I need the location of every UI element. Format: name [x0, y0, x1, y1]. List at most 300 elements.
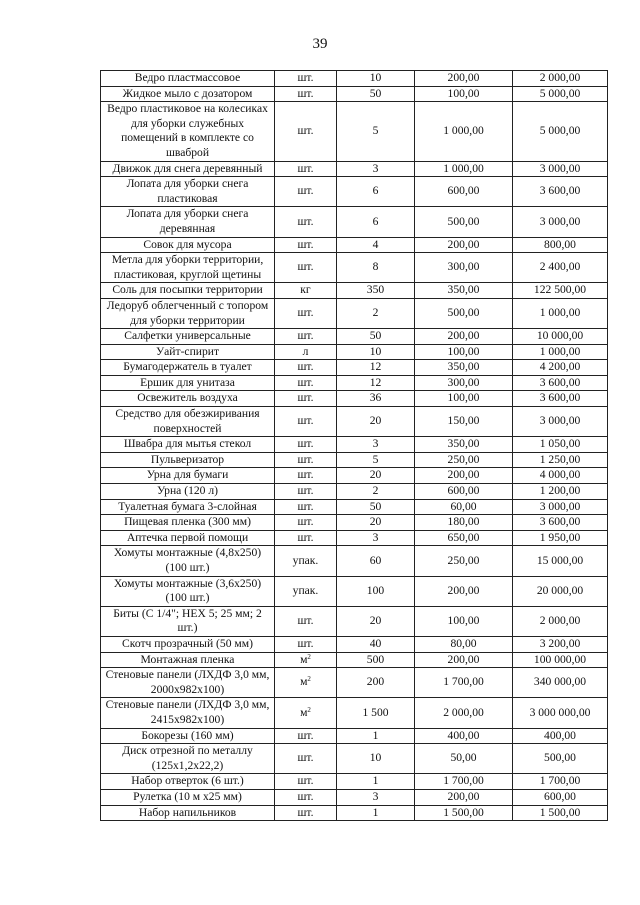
price-cell: [415, 391, 513, 407]
quantity-cell-text: 4: [372, 237, 379, 251]
table-row: [101, 576, 608, 606]
item-name-cell: [101, 375, 275, 391]
sum-cell: [513, 360, 608, 376]
goods-table-body: [101, 71, 608, 821]
price-cell-text: 50,00: [450, 751, 477, 765]
price-cell-text: 200,00: [447, 652, 480, 666]
item-name-cell-text: Набор напильников: [138, 805, 237, 819]
unit-cell: [275, 668, 337, 698]
price-cell-text: 250,00: [447, 452, 480, 466]
price-cell: [415, 237, 513, 253]
sum-cell: [513, 452, 608, 468]
price-cell: [415, 728, 513, 744]
price-cell-text: 150,00: [447, 414, 480, 428]
unit-cell: [275, 652, 337, 668]
sum-cell-text: 340 000,00: [533, 675, 587, 689]
table-row: [101, 698, 608, 728]
quantity-cell-text: 2: [372, 484, 379, 498]
price-cell-text: 200,00: [447, 237, 480, 251]
sum-cell-text: 3 600,00: [539, 375, 581, 389]
sum-cell: [513, 546, 608, 576]
unit-cell: [275, 283, 337, 299]
table-row: [101, 161, 608, 177]
item-name-cell: [101, 636, 275, 652]
quantity-cell-text: 50: [369, 329, 382, 343]
item-name-cell: [101, 546, 275, 576]
table-row: [101, 468, 608, 484]
price-cell-text: 200,00: [447, 789, 480, 803]
quantity-cell: [337, 606, 415, 636]
quantity-cell: [337, 71, 415, 87]
sum-cell-text: 10 000,00: [536, 329, 584, 343]
unit-cell: [275, 546, 337, 576]
unit-cell-text: шт.: [297, 515, 314, 529]
quantity-cell: [337, 530, 415, 546]
table-row: [101, 499, 608, 515]
unit-cell-text: шт.: [297, 260, 314, 274]
sum-cell-text: 3 000,00: [539, 161, 581, 175]
quantity-cell: [337, 283, 415, 299]
table-row: [101, 484, 608, 500]
sum-cell: [513, 177, 608, 207]
price-cell-text: 400,00: [447, 728, 480, 742]
item-name-cell-text: Скотч прозрачный (50 мм): [122, 636, 253, 650]
price-cell-text: 500,00: [447, 306, 480, 320]
sum-cell: [513, 499, 608, 515]
price-cell-text: 500,00: [447, 214, 480, 228]
price-cell-text: 1 500,00: [443, 805, 484, 819]
price-cell: [415, 546, 513, 576]
quantity-cell-text: 350: [366, 283, 385, 297]
item-name-cell: [101, 360, 275, 376]
unit-cell-text: шт.: [297, 124, 314, 138]
quantity-cell-text: 50: [369, 86, 382, 100]
sum-cell: [513, 253, 608, 283]
unit-cell: [275, 407, 337, 437]
sum-cell: [513, 375, 608, 391]
sum-cell-text: 20 000,00: [536, 583, 584, 597]
price-cell: [415, 161, 513, 177]
sum-cell-text: 1 200,00: [539, 484, 581, 498]
unit-cell: [275, 237, 337, 253]
price-cell-text: 300,00: [447, 375, 480, 389]
quantity-cell-text: 10: [369, 71, 382, 84]
unit-cell-text: шт.: [297, 499, 314, 513]
price-cell-text: 300,00: [447, 260, 480, 274]
table-row: [101, 360, 608, 376]
quantity-cell-text: 60: [369, 553, 382, 567]
item-name-cell-text: Хомуты монтажные (4,8x250) (100 шт.): [113, 546, 262, 574]
price-cell-text: 100,00: [447, 391, 480, 405]
price-cell: [415, 253, 513, 283]
table-row: [101, 546, 608, 576]
unit-cell: [275, 606, 337, 636]
price-cell: [415, 606, 513, 636]
unit-cell-text: шт.: [297, 774, 314, 788]
item-name-cell-text: Ледоруб облегченный с топором для уборки территории: [106, 298, 269, 327]
quantity-cell-text: 10: [369, 344, 382, 358]
table-row: [101, 177, 608, 207]
table-row: [101, 452, 608, 468]
item-name-cell-text: Бумагодержатель в туалет: [123, 360, 252, 374]
sum-cell-text: 400,00: [544, 728, 576, 742]
table-row: [101, 652, 608, 668]
price-cell: [415, 530, 513, 546]
price-cell: [415, 484, 513, 500]
sum-cell: [513, 344, 608, 360]
price-cell-text: 600,00: [447, 184, 480, 198]
price-cell-text: 1 700,00: [443, 774, 484, 788]
unit-cell-text: шт.: [297, 306, 314, 320]
quantity-cell-text: 200: [366, 675, 385, 689]
sum-cell: [513, 744, 608, 774]
item-name-cell-text: Освежитель воздуха: [137, 391, 238, 405]
price-cell-text: 200,00: [447, 468, 480, 482]
sum-cell: [513, 805, 608, 821]
price-cell-text: 2 000,00: [443, 705, 484, 719]
item-name-cell-text: Туалетная бумага 3-слойная: [118, 499, 257, 513]
unit-cell: [275, 484, 337, 500]
unit-cell-text: шт.: [297, 391, 314, 405]
unit-cell-text: шт.: [297, 614, 314, 628]
quantity-cell: [337, 789, 415, 805]
sum-cell-text: 5 000,00: [539, 124, 581, 138]
item-name-cell: [101, 102, 275, 161]
unit-cell-text: шт.: [297, 86, 314, 100]
item-name-cell: [101, 698, 275, 728]
quantity-cell: [337, 744, 415, 774]
unit-cell: [275, 102, 337, 161]
table-row: [101, 407, 608, 437]
unit-cell: [275, 576, 337, 606]
quantity-cell: [337, 805, 415, 821]
item-name-cell: [101, 344, 275, 360]
table-row: [101, 237, 608, 253]
quantity-cell: [337, 329, 415, 345]
item-name-cell: [101, 744, 275, 774]
item-name-cell: [101, 207, 275, 237]
sum-cell: [513, 698, 608, 728]
price-cell-text: 250,00: [447, 553, 480, 567]
unit-cell-text: шт.: [297, 530, 314, 544]
unit-cell: [275, 789, 337, 805]
unit-cell: [275, 207, 337, 237]
item-name-cell: [101, 437, 275, 453]
sum-cell-text: 3 600,00: [539, 391, 581, 405]
price-cell: [415, 515, 513, 531]
table-row: [101, 636, 608, 652]
sum-cell: [513, 102, 608, 161]
quantity-cell: [337, 86, 415, 102]
sum-cell: [513, 391, 608, 407]
unit-cell: [275, 744, 337, 774]
table-row: [101, 391, 608, 407]
quantity-cell-text: 12: [369, 360, 382, 374]
item-name-cell: [101, 484, 275, 500]
unit-cell-text: шт.: [297, 468, 314, 482]
sum-cell-text: 1 000,00: [539, 306, 581, 320]
quantity-cell-text: 5: [372, 452, 379, 466]
quantity-cell-text: 20: [369, 614, 382, 628]
price-cell-text: 200,00: [447, 583, 480, 597]
price-cell-text: 100,00: [447, 86, 480, 100]
sum-cell: [513, 668, 608, 698]
quantity-cell-text: 12: [369, 375, 382, 389]
price-cell-text: 650,00: [447, 530, 480, 544]
price-cell-text: 1 000,00: [443, 124, 484, 138]
price-cell-text: 200,00: [447, 71, 480, 84]
quantity-cell-text: 50: [369, 499, 382, 513]
price-cell: [415, 452, 513, 468]
item-name-cell: [101, 329, 275, 345]
price-cell: [415, 744, 513, 774]
item-name-cell: [101, 606, 275, 636]
item-name-cell: [101, 177, 275, 207]
unit-cell-text: м: [300, 675, 308, 689]
table-row: [101, 329, 608, 345]
unit-cell-text: шт.: [297, 414, 314, 428]
quantity-cell: [337, 774, 415, 790]
unit-cell: [275, 636, 337, 652]
item-name-cell: [101, 71, 275, 87]
price-cell-text: 1 000,00: [443, 161, 484, 175]
sum-cell-text: 3 000,00: [539, 214, 581, 228]
sum-cell: [513, 237, 608, 253]
quantity-cell-text: 5: [372, 124, 379, 138]
item-name-cell-text: Совок для мусора: [143, 237, 232, 251]
quantity-cell-text: 2: [372, 306, 379, 320]
item-name-cell-text: Стеновые панели (ЛХДФ 3,0 мм, 2415x982x100): [105, 698, 270, 726]
item-name-cell: [101, 298, 275, 328]
quantity-cell-text: 6: [372, 184, 379, 198]
price-cell: [415, 375, 513, 391]
item-name-cell-text: Диск отрезной по металлу (125x1,2x22,2): [122, 744, 253, 772]
table-row: [101, 774, 608, 790]
item-name-cell-text: Ведро пластмассовое: [134, 71, 241, 84]
unit-cell: [275, 360, 337, 376]
item-name-cell-text: Жидкое мыло с дозатором: [122, 86, 253, 100]
price-cell: [415, 344, 513, 360]
unit-cell-text: упак.: [292, 553, 319, 567]
price-cell: [415, 698, 513, 728]
table-row: [101, 375, 608, 391]
item-name-cell-text: Движок для снега деревянный: [112, 161, 263, 175]
table-row: [101, 298, 608, 328]
quantity-cell: [337, 102, 415, 161]
sum-cell: [513, 161, 608, 177]
sum-cell-text: 5 000,00: [539, 86, 581, 100]
item-name-cell-text: Стеновые панели (ЛХДФ 3,0 мм, 2000x982x100): [105, 668, 270, 696]
sum-cell-text: 122 500,00: [533, 283, 587, 297]
item-name-cell-text: Аптечка первой помощи: [126, 530, 249, 544]
item-name-cell-text: Ведро пластиковое на колесиках для уборки служебных помещений в комплекте со шваброй: [107, 102, 268, 159]
quantity-cell-text: 1: [372, 774, 379, 788]
quantity-cell-text: 3: [372, 789, 379, 803]
price-cell: [415, 668, 513, 698]
table-row: [101, 606, 608, 636]
item-name-cell: [101, 253, 275, 283]
price-cell: [415, 71, 513, 87]
quantity-cell: [337, 437, 415, 453]
unit-cell: [275, 698, 337, 728]
item-name-cell-text: Салфетки универсальные: [124, 329, 251, 343]
table-row: [101, 102, 608, 161]
sum-cell: [513, 329, 608, 345]
quantity-cell-text: 100: [366, 583, 385, 597]
goods-table: [100, 70, 608, 821]
sum-cell: [513, 606, 608, 636]
unit-cell: [275, 161, 337, 177]
quantity-cell: [337, 253, 415, 283]
unit-cell-text: шт.: [297, 751, 314, 765]
price-cell: [415, 636, 513, 652]
sum-cell-text: 3 000,00: [539, 414, 581, 428]
item-name-cell-text: Швабра для мытья стекол: [123, 437, 252, 451]
table-row: [101, 728, 608, 744]
item-name-cell: [101, 530, 275, 546]
table-row: [101, 253, 608, 283]
unit-cell: [275, 71, 337, 87]
quantity-cell-text: 1: [372, 728, 379, 742]
unit-cell: [275, 298, 337, 328]
sum-cell: [513, 86, 608, 102]
quantity-cell: [337, 452, 415, 468]
unit-superscript: 2: [307, 675, 311, 684]
unit-cell-text: шт.: [297, 452, 314, 466]
page-number: 39: [312, 36, 328, 52]
sum-cell: [513, 789, 608, 805]
unit-cell: [275, 253, 337, 283]
item-name-cell: [101, 161, 275, 177]
unit-cell-text: шт.: [297, 375, 314, 389]
price-cell: [415, 207, 513, 237]
table-row: [101, 515, 608, 531]
table-row: [101, 789, 608, 805]
sum-cell: [513, 437, 608, 453]
price-cell-text: 350,00: [447, 283, 480, 297]
item-name-cell-text: Хомуты монтажные (3,6x250) (100 шт.): [113, 576, 262, 605]
item-name-cell-text: Метла для уборки территории, пластиковая, круглой щетины: [111, 253, 264, 281]
item-name-cell-text: Рулетка (10 м x25 мм): [133, 789, 242, 803]
price-cell: [415, 789, 513, 805]
sum-cell-text: 4 000,00: [539, 468, 581, 482]
unit-cell-text: м: [300, 652, 308, 666]
price-cell-text: 1 700,00: [443, 675, 484, 689]
quantity-cell: [337, 636, 415, 652]
item-name-cell-text: Лопата для уборки снега деревянная: [126, 207, 249, 235]
unit-cell-text: л: [302, 344, 309, 358]
sum-cell: [513, 728, 608, 744]
price-cell-text: 180,00: [447, 515, 480, 529]
sum-cell-text: 3 600,00: [539, 515, 581, 529]
item-name-cell: [101, 668, 275, 698]
quantity-cell-text: 8: [372, 260, 379, 274]
unit-cell: [275, 344, 337, 360]
price-cell: [415, 283, 513, 299]
unit-cell-text: шт.: [297, 329, 314, 343]
sum-cell-text: 3 200,00: [539, 636, 581, 650]
quantity-cell-text: 3: [372, 530, 379, 544]
sum-cell-text: 500,00: [544, 751, 576, 765]
unit-cell-text: шт.: [297, 636, 314, 650]
item-name-cell: [101, 652, 275, 668]
quantity-cell: [337, 375, 415, 391]
quantity-cell-text: 20: [369, 414, 382, 428]
sum-cell: [513, 515, 608, 531]
unit-cell-text: шт.: [297, 214, 314, 228]
table-row: [101, 283, 608, 299]
sum-cell-text: 3 000,00: [539, 499, 581, 513]
quantity-cell: [337, 728, 415, 744]
sum-cell-text: 1 000,00: [539, 344, 581, 358]
price-cell: [415, 86, 513, 102]
item-name-cell: [101, 515, 275, 531]
quantity-cell-text: 500: [366, 652, 385, 666]
unit-cell-text: шт.: [297, 789, 314, 803]
quantity-cell: [337, 344, 415, 360]
item-name-cell: [101, 452, 275, 468]
item-name-cell: [101, 468, 275, 484]
price-cell: [415, 499, 513, 515]
sum-cell-text: 2 000,00: [539, 614, 581, 628]
quantity-cell-text: 3: [372, 437, 379, 451]
sum-cell-text: 2 000,00: [539, 71, 581, 84]
item-name-cell-text: Набор отверток (6 шт.): [131, 774, 244, 788]
unit-cell-text: шт.: [297, 484, 314, 498]
quantity-cell: [337, 698, 415, 728]
sum-cell-text: 600,00: [544, 789, 576, 803]
item-name-cell-text: Пищевая пленка (300 мм): [124, 515, 251, 529]
sum-cell: [513, 468, 608, 484]
unit-cell: [275, 375, 337, 391]
unit-cell: [275, 452, 337, 468]
quantity-cell: [337, 515, 415, 531]
item-name-cell-text: Пульверизатор: [150, 452, 225, 466]
price-cell: [415, 652, 513, 668]
unit-cell-text: шт.: [297, 360, 314, 374]
price-cell-text: 350,00: [447, 437, 480, 451]
price-cell-text: 100,00: [447, 344, 480, 358]
quantity-cell: [337, 237, 415, 253]
table-row: [101, 668, 608, 698]
sum-cell: [513, 407, 608, 437]
quantity-cell-text: 20: [369, 515, 382, 529]
unit-cell-text: шт.: [297, 237, 314, 251]
sum-cell-text: 100 000,00: [533, 652, 587, 666]
price-cell: [415, 177, 513, 207]
sum-cell: [513, 207, 608, 237]
quantity-cell: [337, 177, 415, 207]
table-row: [101, 530, 608, 546]
sum-cell-text: 1 500,00: [539, 805, 581, 819]
price-cell: [415, 437, 513, 453]
sum-cell-text: 1 250,00: [539, 452, 581, 466]
price-cell: [415, 774, 513, 790]
item-name-cell: [101, 576, 275, 606]
item-name-cell: [101, 283, 275, 299]
quantity-cell: [337, 298, 415, 328]
price-cell: [415, 407, 513, 437]
price-cell: [415, 360, 513, 376]
price-cell-text: 600,00: [447, 484, 480, 498]
table-row: [101, 805, 608, 821]
price-cell: [415, 805, 513, 821]
price-cell-text: 80,00: [450, 636, 477, 650]
unit-cell: [275, 728, 337, 744]
price-cell-text: 100,00: [447, 614, 480, 628]
quantity-cell: [337, 407, 415, 437]
price-cell: [415, 102, 513, 161]
